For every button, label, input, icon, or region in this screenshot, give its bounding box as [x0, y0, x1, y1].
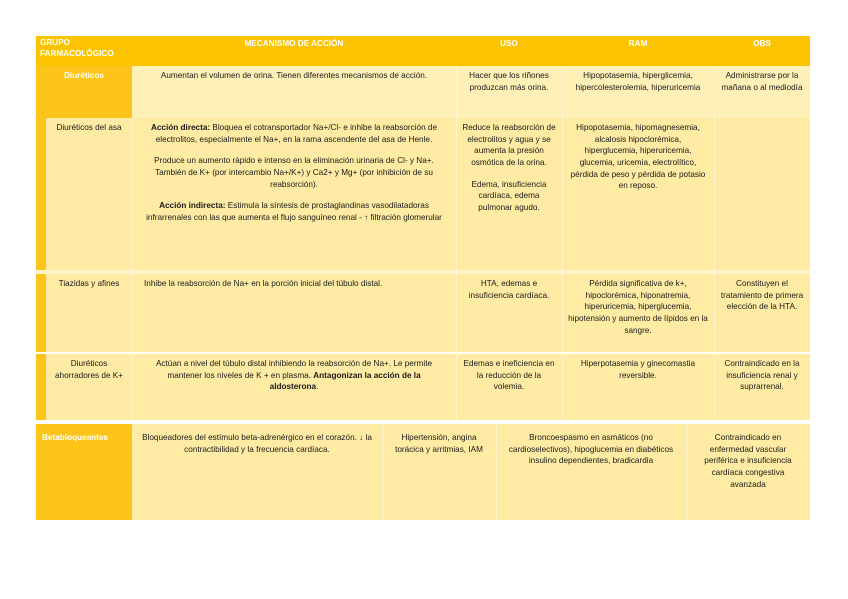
row-ahorradores-uso: Edemas e ineficiencia en la reducción de la volemia.: [456, 354, 562, 420]
row-divider: [36, 270, 810, 274]
row-asa-mecanismo: [132, 118, 456, 270]
asa-accion-indirecta: Acción indirecta: Estimula la síntesis de prostaglandinas vasodilatadoras infrarrenales con las que aumenta el flujo sanguíneo renal - ↑ filtración glomerular: [146, 201, 442, 222]
col-divider: [456, 66, 457, 420]
row-betabloqueantes-uso: Hipertensión, angina torácica y arritmias, IAM: [382, 424, 496, 520]
drug-table: [36, 36, 810, 520]
diureticos-side-strip: [36, 118, 46, 420]
row-diureticos-uso: Hacer que los riñones produzcan más orina.: [456, 66, 562, 118]
row-diureticos-obs: Administrarse por la mañana o al mediodía: [714, 66, 810, 118]
row-tiazidas-obs: Constituyen el tratamiento de primera elección de la HTA.: [714, 274, 810, 352]
header-mecanismo: MECANISMO DE ACCIÓN: [132, 36, 456, 66]
row-betabloqueantes-mecanismo: Bloqueadores del estímulo beta-adrenérgico en el corazón. ↓ la contractibilidad y la frecuencia cardíaca.: [132, 424, 382, 520]
header-uso: USO: [456, 36, 562, 66]
row-asa-grupo: Diuréticos del asa: [46, 118, 132, 270]
row-diureticos-grupo: Diuréticos: [36, 66, 132, 118]
row-diureticos-ram: Hipopotasemia, hiperglicemia, hipercolesterolemia, hiperuricemia: [562, 66, 714, 118]
row-asa-ram: Hipopotasemia, hipomagnesemia, alcalosis hipoclorémica, hiperglucemia, hiperuricemia, glucemia, uricemia, electrolítico, pérdida de peso y pérdida de potasio en reposo.: [562, 118, 714, 270]
row-asa-uso: Reduce la reabsorción de electrolitos y agua y se aumenta la presión osmótica de la orina. Edema, insuficiencia cardíaca, edema pulmonar agudo.: [456, 118, 562, 270]
row-divider: [36, 352, 810, 354]
col-divider: [714, 66, 715, 420]
row-divider: [36, 420, 810, 424]
col-divider: [382, 424, 383, 520]
row-ahorradores-grupo: Diuréticos ahorradores de K+: [46, 354, 132, 420]
row-ahorradores-ram: Hiperpotasemia y ginecomastia reversible.: [562, 354, 714, 420]
col-divider: [686, 424, 687, 520]
row-ahorradores-obs: Contraindicado en la insuficiencia renal y suprarrenal.: [714, 354, 810, 420]
col-divider: [562, 66, 563, 420]
row-betabloqueantes-ram: Broncoespasmo en asmáticos (no cardioselectivos), hipoglucemia en diabéticos insulino dependientes, bradicardia: [496, 424, 686, 520]
row-diureticos-mecanismo: Aumentan el volumen de orina. Tienen diferentes mecanismos de acción.: [132, 66, 456, 118]
row-asa-obs: [714, 118, 810, 270]
header-obs: OBS: [714, 36, 810, 66]
asa-accion-directa: Acción directa: Bloquea el cotransportador Na+/Cl- e inhibe la reabsorción de electrolitos, especialmente el Na+, en la rama ascendente del asa de Henle.: [150, 123, 438, 144]
header-grupo: GRUPO FARMACOLÓGICO: [36, 36, 132, 66]
header-ram: RAM: [562, 36, 714, 66]
col-divider: [132, 118, 133, 420]
row-betabloqueantes-grupo: Betabloqueantes: [36, 424, 132, 520]
asa-produce: Produce un aumento rápido e intenso en la eliminación urinaria de Cl- y Na+. También de K+ (por intercambio Na+/K+) y Ca2+ y Mg+ (por inhibición de su reabsorción).: [154, 156, 434, 189]
row-betabloqueantes-obs: Contraindicado en enfermedad vascular periférica e insuficiencia cardíaca congestiva avanzada: [686, 424, 810, 520]
row-tiazidas-uso: HTA, edemas e insuficiencia cardíaca.: [456, 274, 562, 352]
col-divider: [496, 424, 497, 520]
row-tiazidas-grupo: Tiazidas y afines: [46, 274, 132, 352]
row-tiazidas-ram: Pérdida significativa de k+, hipoclorémica, hiponatremia, hiperuricemia, hiperglucemia, hipotensión y aumento de lípidos en la sangre.: [562, 274, 714, 352]
row-ahorradores-mecanismo: Actúan a nivel del túbulo distal inhibiendo la reabsorción de Na+. Le permite mantener los niveles de K + en plasma. Antagonizan la acción de la aldosterona.: [132, 354, 456, 420]
row-tiazidas-mecanismo: Inhibe la reabsorción de Na+ en la porción inicial del túbulo distal.: [132, 274, 456, 352]
